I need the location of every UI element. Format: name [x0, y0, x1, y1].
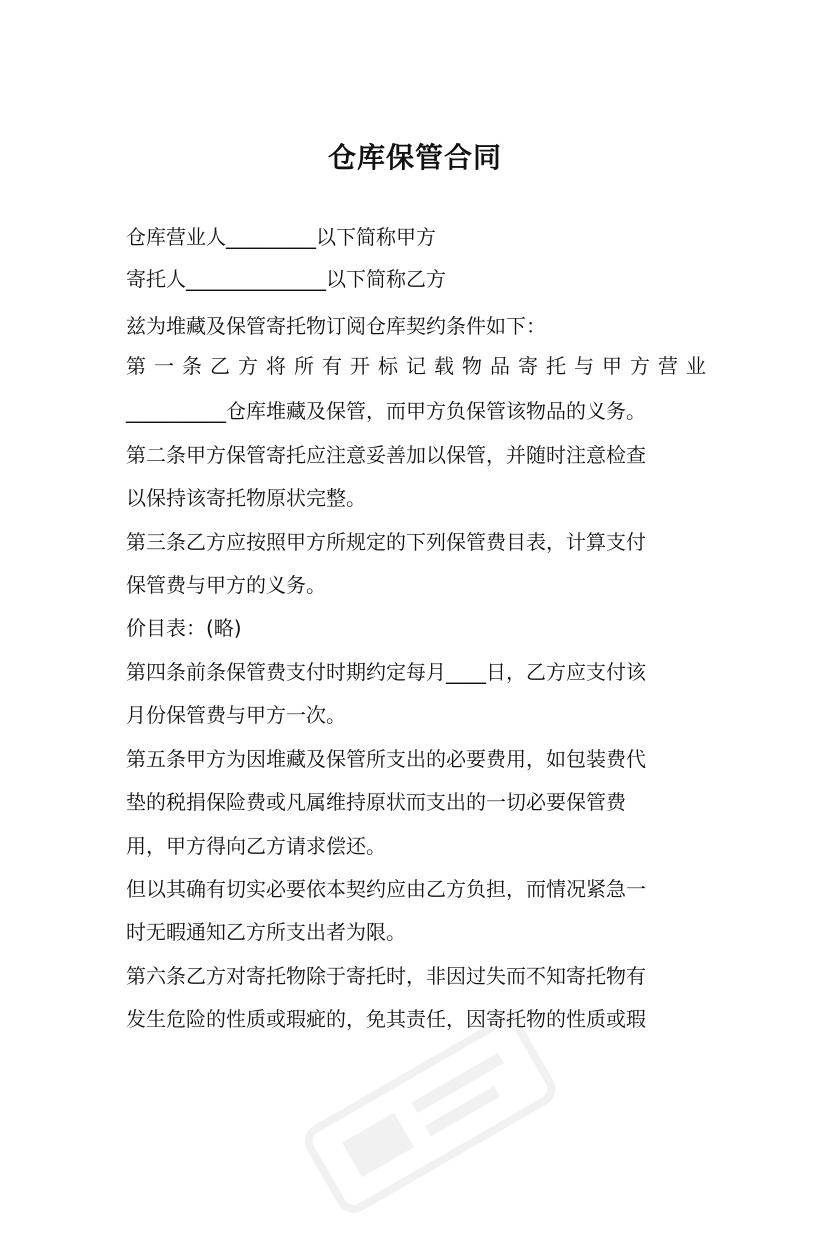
document-line: 第四条前条保管费支付时期约定每月____日，乙方应支付该 [126, 660, 646, 684]
justified-char: 将 [266, 354, 286, 378]
document-title: 仓库保管合同 [327, 141, 502, 174]
document-line: 垫的税捐保险费或凡属维持原状而支出的一切必要保管费 [126, 790, 626, 814]
justified-char: 标 [378, 354, 398, 378]
justified-char: 营 [658, 354, 678, 378]
justified-char: 物 [462, 354, 482, 378]
justified-char: 载 [434, 354, 454, 378]
document-line: 价目表：(略) [126, 616, 242, 640]
justified-char: 方 [238, 354, 258, 378]
document-line: 第二条甲方保管寄托应注意妥善加以保管，并随时注意检查 [126, 443, 646, 467]
justified-char: 乙 [210, 354, 230, 378]
justified-char: 一 [154, 354, 174, 378]
justified-char: 与 [574, 354, 594, 378]
justified-char: 托 [546, 354, 566, 378]
document-line: 用，甲方得向乙方请求偿还。 [126, 834, 386, 858]
document-line: 但以其确有切实必要依本契约应由乙方负担，而情况紧急一 [126, 877, 646, 901]
document-line: 第五条甲方为因堆藏及保管所支出的必要费用，如包装费代 [126, 747, 646, 771]
justified-char: 甲 [602, 354, 622, 378]
document-line: 月份保管费与甲方一次。 [126, 703, 346, 727]
document-line: 保管费与甲方的义务。 [126, 573, 326, 597]
justified-char: 开 [350, 354, 370, 378]
justified-char: 方 [630, 354, 650, 378]
justified-char: 品 [490, 354, 510, 378]
document-line: 第三条乙方应按照甲方所规定的下列保管费目表，计算支付 [126, 530, 646, 554]
document-line-justified [126, 351, 706, 381]
justified-char: 第 [126, 354, 146, 378]
justified-char: 条 [182, 354, 202, 378]
document-line: 寄托人______________以下简称乙方 [126, 267, 446, 291]
document-line: 仓库营业人_________以下简称甲方 [126, 225, 436, 249]
justified-char: 有 [322, 354, 342, 378]
document-line: 发生危险的性质或瑕疵的，免其责任，因寄托物的性质或瑕 [126, 1007, 646, 1031]
document-line: 第六条乙方对寄托物除于寄托时，非因过失而不知寄托物有 [126, 964, 646, 988]
justified-char: 业 [686, 354, 706, 378]
justified-char: 所 [294, 354, 314, 378]
justified-char: 寄 [518, 354, 538, 378]
document-line: __________仓库堆藏及保管，而甲方负保管该物品的义务。 [126, 399, 646, 423]
document-line: 时无暇通知乙方所支出者为限。 [126, 920, 406, 944]
document-line: 兹为堆藏及保管寄托物订阅仓库契约条件如下： [126, 314, 546, 338]
document-line: 以保持该寄托物原状完整。 [126, 486, 366, 510]
justified-char: 记 [406, 354, 426, 378]
